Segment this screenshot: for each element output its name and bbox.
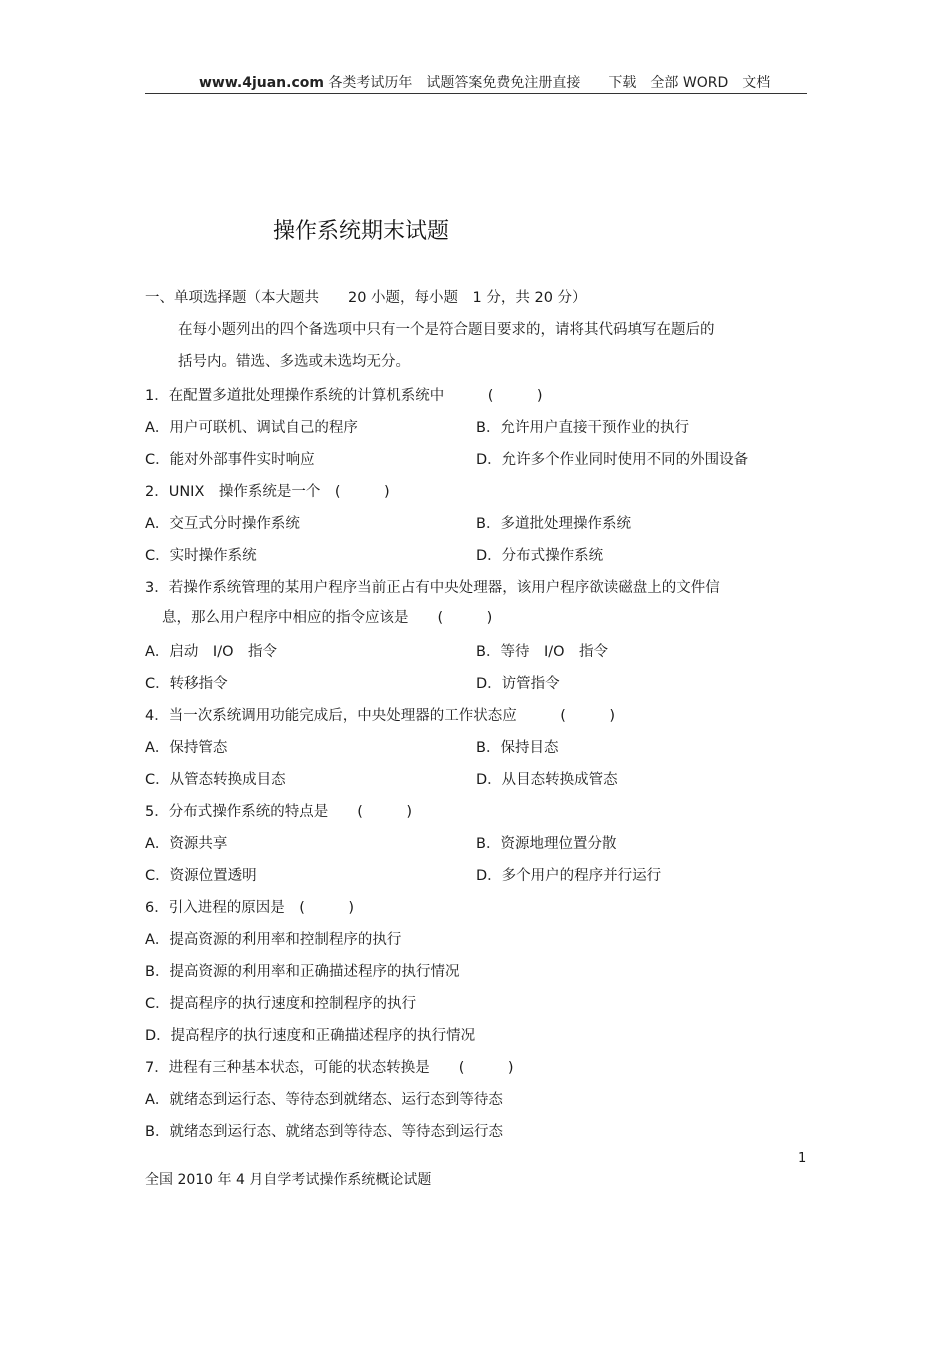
question-3-stem: 3．若操作系统管理的某用户程序当前正占有中央处理器，该用户程序欲读磁盘上的文件信 bbox=[145, 580, 720, 596]
question-5-option-d: D．多个用户的程序并行运行 bbox=[476, 868, 662, 884]
question-2-option-a: A．交互式分时操作系统 bbox=[145, 516, 300, 532]
question-7-option-b: B．就绪态到运行态、就绪态到等待态、等待态到运行态 bbox=[145, 1124, 503, 1140]
section-instruction-2: 括号内。错选、多选或未选均无分。 bbox=[178, 354, 410, 370]
question-7-stem: 7．进程有三种基本状态，可能的状态转换是 ( ) bbox=[145, 1060, 514, 1076]
question-4-option-c: C．从管态转换成目态 bbox=[145, 772, 286, 788]
question-5-stem: 5．分布式操作系统的特点是 ( ) bbox=[145, 804, 413, 820]
question-5-option-b: B．资源地理位置分散 bbox=[476, 836, 617, 852]
header-text: 各类考试历年 试题答案免费免注册直接 下载 全部 WORD 文档 bbox=[328, 75, 771, 91]
question-6-stem: 6．引入进程的原因是 ( ) bbox=[145, 900, 355, 916]
page-number: 1 bbox=[798, 1151, 807, 1166]
question-3-option-d: D．访管指令 bbox=[476, 676, 560, 692]
question-4-option-d: D．从目态转换成管态 bbox=[476, 772, 618, 788]
question-5-option-a: A．资源共享 bbox=[145, 836, 228, 852]
page-footer: 全国 2010 年 4 月自学考试操作系统概论试题 bbox=[145, 1172, 432, 1188]
question-4-option-a: A．保持管态 bbox=[145, 740, 228, 756]
question-6-option-d: D．提高程序的执行速度和正确描述程序的执行情况 bbox=[145, 1028, 476, 1044]
question-3-option-a: A．启动 I/O 指令 bbox=[145, 644, 277, 660]
question-6-option-a: A．提高资源的利用率和控制程序的执行 bbox=[145, 932, 402, 948]
header-rule bbox=[145, 93, 807, 94]
question-5-option-c: C．资源位置透明 bbox=[145, 868, 257, 884]
question-3-stem-continued: 息，那么用户程序中相应的指令应该是 ( ) bbox=[162, 610, 493, 626]
section-instruction-1: 在每小题列出的四个备选项中只有一个是符合题目要求的，请将其代码填写在题后的 bbox=[178, 322, 715, 338]
question-2-option-d: D．分布式操作系统 bbox=[476, 548, 604, 564]
question-6-option-b: B．提高资源的利用率和正确描述程序的执行情况 bbox=[145, 964, 460, 980]
question-1-option-c: C．能对外部事件实时响应 bbox=[145, 452, 315, 468]
header-site: www.4juan.com bbox=[199, 75, 324, 91]
question-7-option-a: A．就绪态到运行态、等待态到就绪态、运行态到等待态 bbox=[145, 1092, 503, 1108]
page-header bbox=[199, 72, 770, 92]
question-2-option-b: B．多道批处理操作系统 bbox=[476, 516, 631, 532]
question-1-option-d: D．允许多个作业同时使用不同的外围设备 bbox=[476, 452, 749, 468]
question-1-stem: 1．在配置多道批处理操作系统的计算机系统中 ( ) bbox=[145, 388, 543, 404]
question-2-stem: 2．UNIX 操作系统是一个 ( ) bbox=[145, 484, 390, 500]
question-1-option-a: A．用户可联机、调试自己的程序 bbox=[145, 420, 358, 436]
question-4-option-b: B．保持目态 bbox=[476, 740, 559, 756]
question-6-option-c: C．提高程序的执行速度和控制程序的执行 bbox=[145, 996, 417, 1012]
question-4-stem: 4．当一次系统调用功能完成后，中央处理器的工作状态应 ( ) bbox=[145, 708, 616, 724]
question-1-option-b: B．允许用户直接干预作业的执行 bbox=[476, 420, 689, 436]
question-3-option-c: C．转移指令 bbox=[145, 676, 228, 692]
question-2-option-c: C．实时操作系统 bbox=[145, 548, 257, 564]
document-title: 操作系统期末试题 bbox=[273, 219, 450, 244]
question-3-option-b: B．等待 I/O 指令 bbox=[476, 644, 609, 660]
section-heading: 一、单项选择题（本大题共 20 小题，每小题 1 分，共 20 分） bbox=[145, 290, 587, 306]
